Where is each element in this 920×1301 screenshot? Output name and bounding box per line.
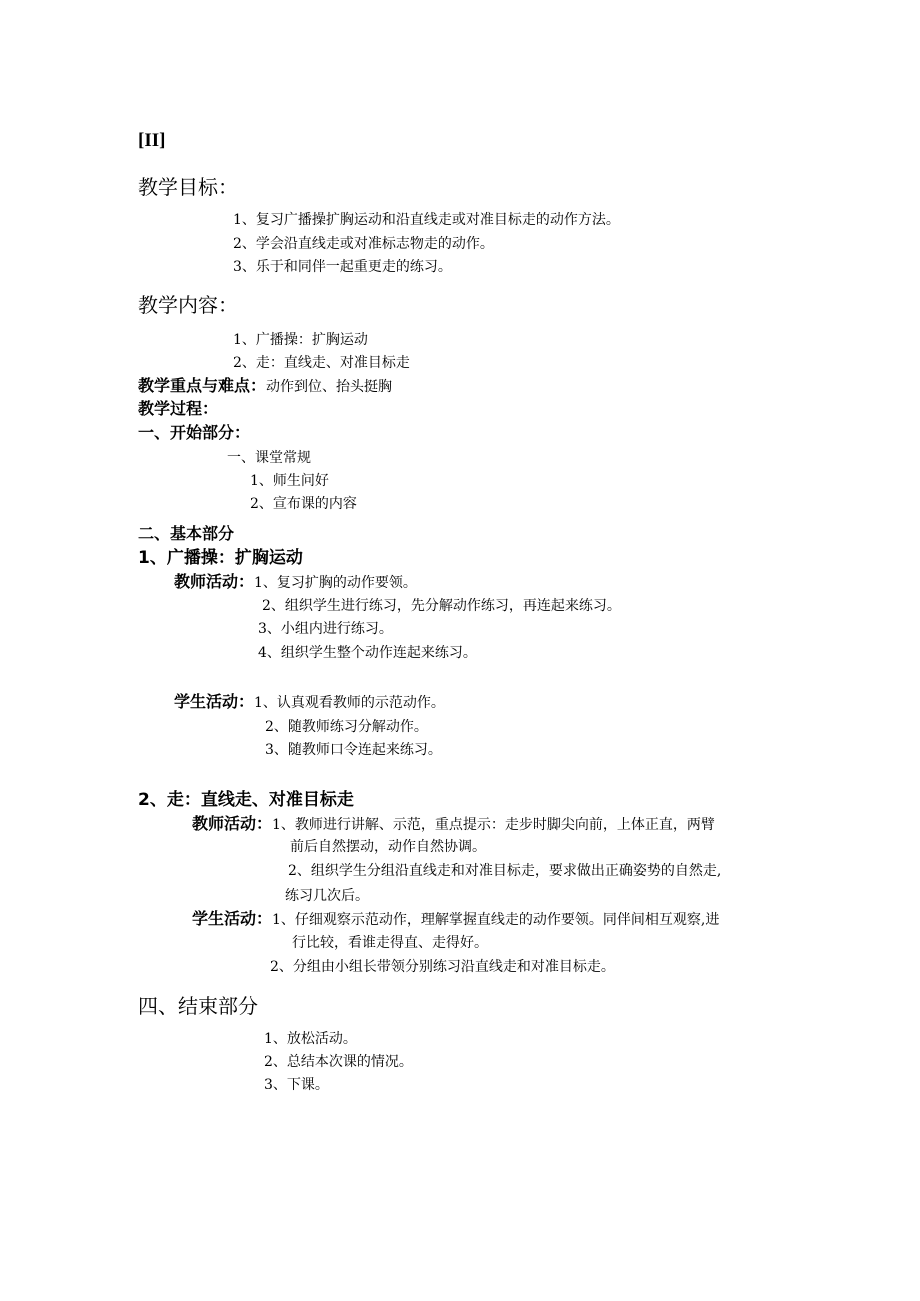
- student-item: 3、随教师口令连起来练习。: [265, 742, 442, 758]
- process-heading: 教学过程：: [138, 399, 219, 418]
- part1-heading: 一、开始部分：: [138, 423, 251, 442]
- part4-item: 1、放松活动。: [264, 1031, 357, 1047]
- teacher-line: 前后自然摆动，动作自然协调。: [290, 839, 486, 855]
- teacher-activity-label: 教师活动：: [192, 814, 273, 833]
- goal-item: 1、复习广播操扩胸运动和沿直线走或对准目标走的动作方法。: [233, 212, 620, 228]
- key-points-text: 动作到位、抬头挺胸: [266, 379, 393, 395]
- part1-item: 1、师生问好: [250, 473, 329, 489]
- student-item: 2、随教师练习分解动作。: [265, 719, 428, 735]
- student-activity-label: 学生活动：: [192, 909, 273, 928]
- student-activity-label: 学生活动：: [174, 692, 255, 711]
- part4-item: 3、下课。: [264, 1077, 329, 1093]
- sec2-teacher-row: [192, 816, 715, 832]
- teacher-line: 1、教师进行讲解、示范，重点提示：走步时脚尖向前，上体正直，两臂: [272, 817, 715, 833]
- part1-sub: 一、课堂常规: [227, 450, 311, 466]
- part4-item: 2、总结本次课的情况。: [264, 1054, 413, 1070]
- part4-heading: 四、结束部分: [138, 994, 258, 1018]
- goal-item: 3、乐于和同伴一起重更走的练习。: [233, 259, 452, 275]
- section-marker: [II]: [138, 130, 166, 151]
- teacher-item: 2、组织学生进行练习，先分解动作练习，再连起来练习。: [262, 598, 621, 614]
- sec2-title: 2、走：直线走、对准目标走: [138, 790, 354, 810]
- goals-heading: 教学目标：: [138, 175, 238, 199]
- key-points: [138, 378, 392, 394]
- key-points-label: 教学重点与难点：: [138, 376, 267, 395]
- goal-item: 2、学会沿直线走或对准标志物走的动作。: [233, 236, 494, 252]
- student-line: 行比较，看谁走得直、走得好。: [292, 935, 488, 951]
- content-item: 2、走：直线走、对准目标走: [233, 355, 410, 371]
- teacher-item: 3、小组内进行练习。: [258, 621, 393, 637]
- teacher-item: 1、复习扩胸的动作要领。: [254, 575, 417, 591]
- sec2-student-row: [192, 911, 719, 927]
- student-line: 2、分组由小组长带领分别练习沿直线走和对准目标走。: [270, 959, 615, 975]
- part2-heading: 二、基本部分: [138, 524, 235, 543]
- student-item: 1、认真观看教师的示范动作。: [254, 695, 445, 711]
- teacher-activity-label: 教师活动：: [174, 572, 255, 591]
- teacher-item: 4、组织学生整个动作连起来练习。: [258, 645, 477, 661]
- student-line: 1、仔细观察示范动作，理解掌握直线走的动作要领。同伴间相互观察,进: [272, 912, 720, 928]
- teacher-line: 练习几次后。: [285, 888, 369, 904]
- content-heading: 教学内容：: [138, 293, 238, 317]
- teacher-line: 2、组织学生分组沿直线走和对准目标走，要求做出正确姿势的自然走,: [288, 863, 722, 879]
- part1-item: 2、宣布课的内容: [250, 496, 357, 512]
- sec1-student-row: [174, 694, 445, 710]
- sec1-teacher-row: [174, 574, 417, 590]
- content-item: 1、广播操：扩胸运动: [233, 332, 368, 348]
- sec1-title: 1、广播操：扩胸运动: [138, 548, 303, 568]
